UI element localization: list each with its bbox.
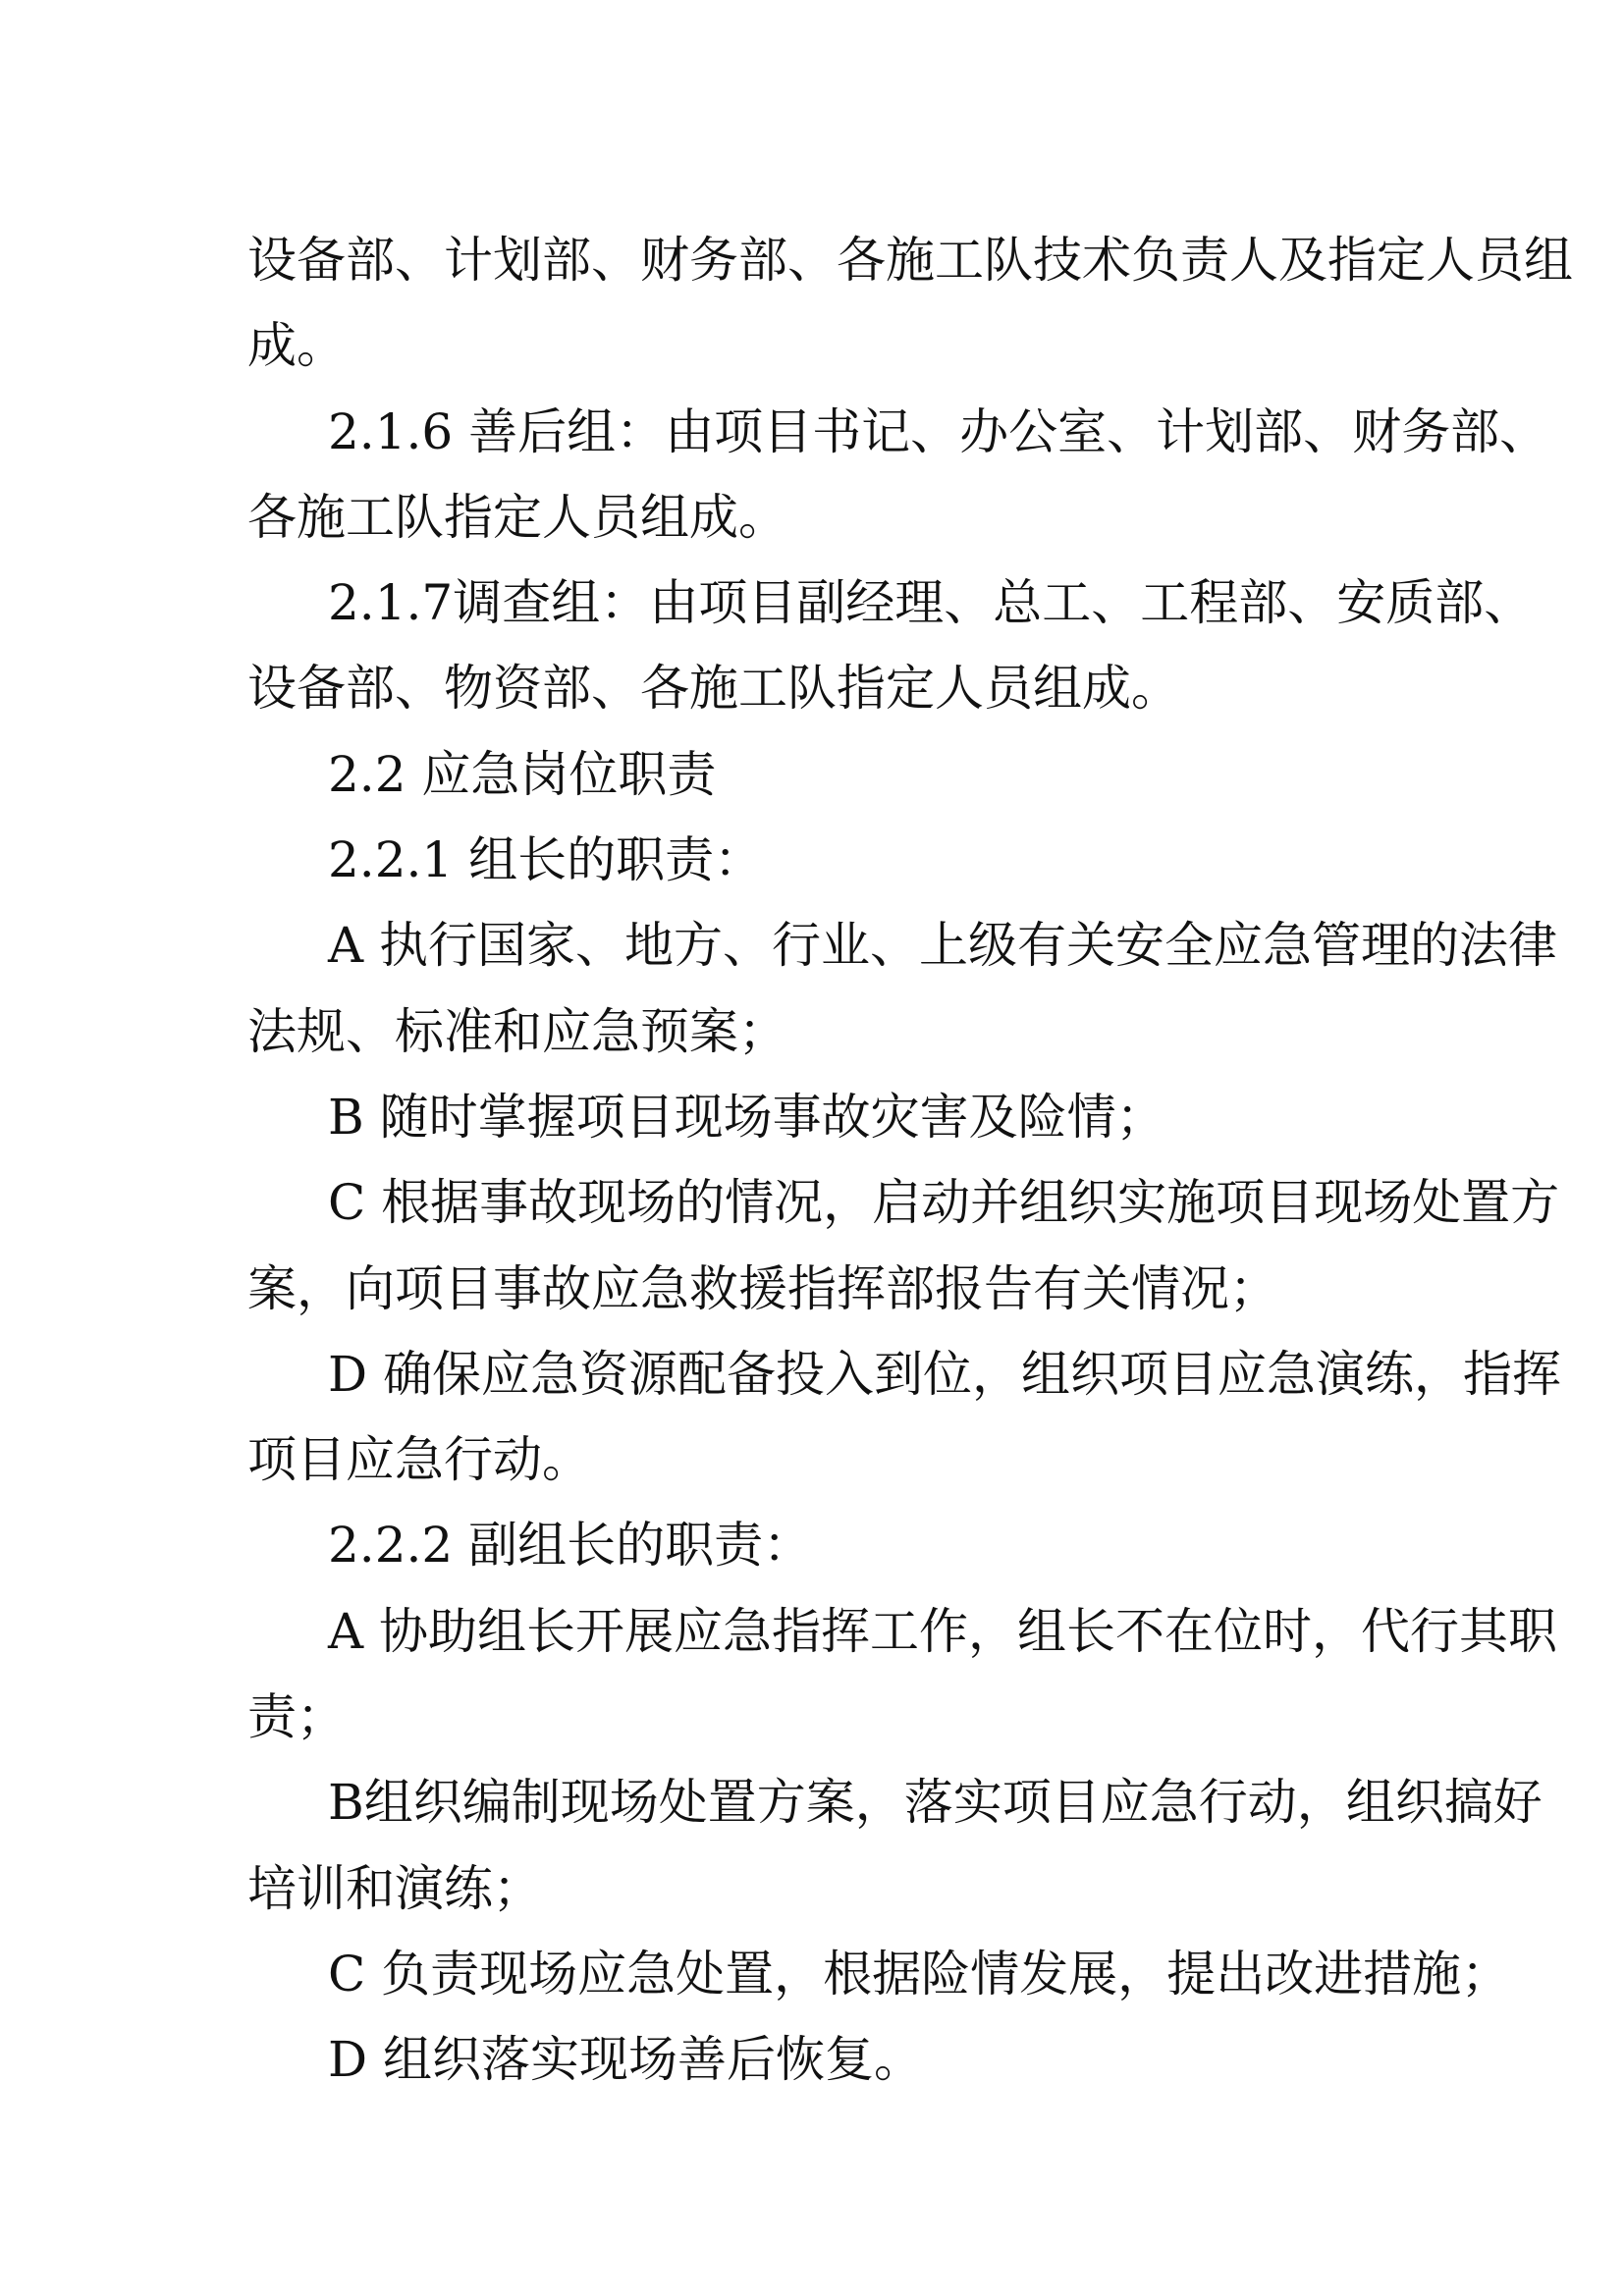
paragraph: [247, 218, 1573, 390]
paragraph: [247, 1589, 1558, 1761]
text-line: B组织编制现场处置方案，落实项目应急行动，组织搞好: [328, 1774, 1543, 1832]
paragraph: [247, 1332, 1561, 1504]
text-line: 案，向项目事故应急救援指挥部报告有关情况；: [247, 1259, 1278, 1317]
text-line: 设备部、物资部、各施工队指定人员组成。: [247, 660, 1180, 718]
paragraph: [247, 732, 1386, 818]
paragraph: [247, 1075, 1386, 1160]
text-line: C 根据事故现场的情况，启动并组织实施项目现场处置方: [328, 1174, 1560, 1232]
paragraph: [247, 561, 1534, 732]
text-line: 法规、标准和应急预案；: [247, 1002, 787, 1060]
paragraph: [247, 1160, 1560, 1332]
text-line: 责；: [247, 1688, 346, 1746]
text-line: 2.2 应急岗位职责: [328, 745, 717, 803]
text-line: 成。: [247, 317, 346, 375]
paragraph: [247, 903, 1558, 1075]
text-line: 各施工队指定人员组成。: [247, 488, 787, 546]
paragraph: [247, 2017, 1386, 2103]
paragraph: [247, 818, 1386, 903]
paragraph: [247, 1760, 1543, 1932]
paragraph: [247, 1932, 1511, 2017]
paragraph: [247, 390, 1549, 561]
text-line: 2.2.1 组长的职责：: [328, 831, 764, 889]
text-line: D 组织落实现场善后恢复。: [328, 2031, 923, 2089]
text-line: 设备部、计划部、财务部、各施工队技术负责人及指定人员组: [247, 232, 1573, 289]
text-line: B 随时掌握项目现场事故灾害及险情；: [328, 1088, 1165, 1146]
text-line: 培训和演练；: [247, 1859, 542, 1917]
text-line: 2.1.7调查组：由项目副经理、总工、工程部、安质部、: [328, 574, 1534, 632]
text-line: 项目应急行动。: [247, 1431, 591, 1489]
text-line: A 执行国家、地方、行业、上级有关安全应急管理的法律: [328, 917, 1558, 975]
text-line: A 协助组长开展应急指挥工作，组长不在位时，代行其职: [328, 1602, 1558, 1660]
document-body: [247, 218, 1573, 2104]
text-line: 2.2.2 副组长的职责：: [328, 1517, 813, 1575]
text-line: 2.1.6 善后组：由项目书记、办公室、计划部、财务部、: [328, 402, 1549, 460]
text-line: C 负责现场应急处置，根据险情发展，提出改进措施；: [328, 1945, 1511, 2002]
text-line: D 确保应急资源配备投入到位，组织项目应急演练，指挥: [328, 1345, 1561, 1403]
paragraph: [247, 1503, 1386, 1588]
